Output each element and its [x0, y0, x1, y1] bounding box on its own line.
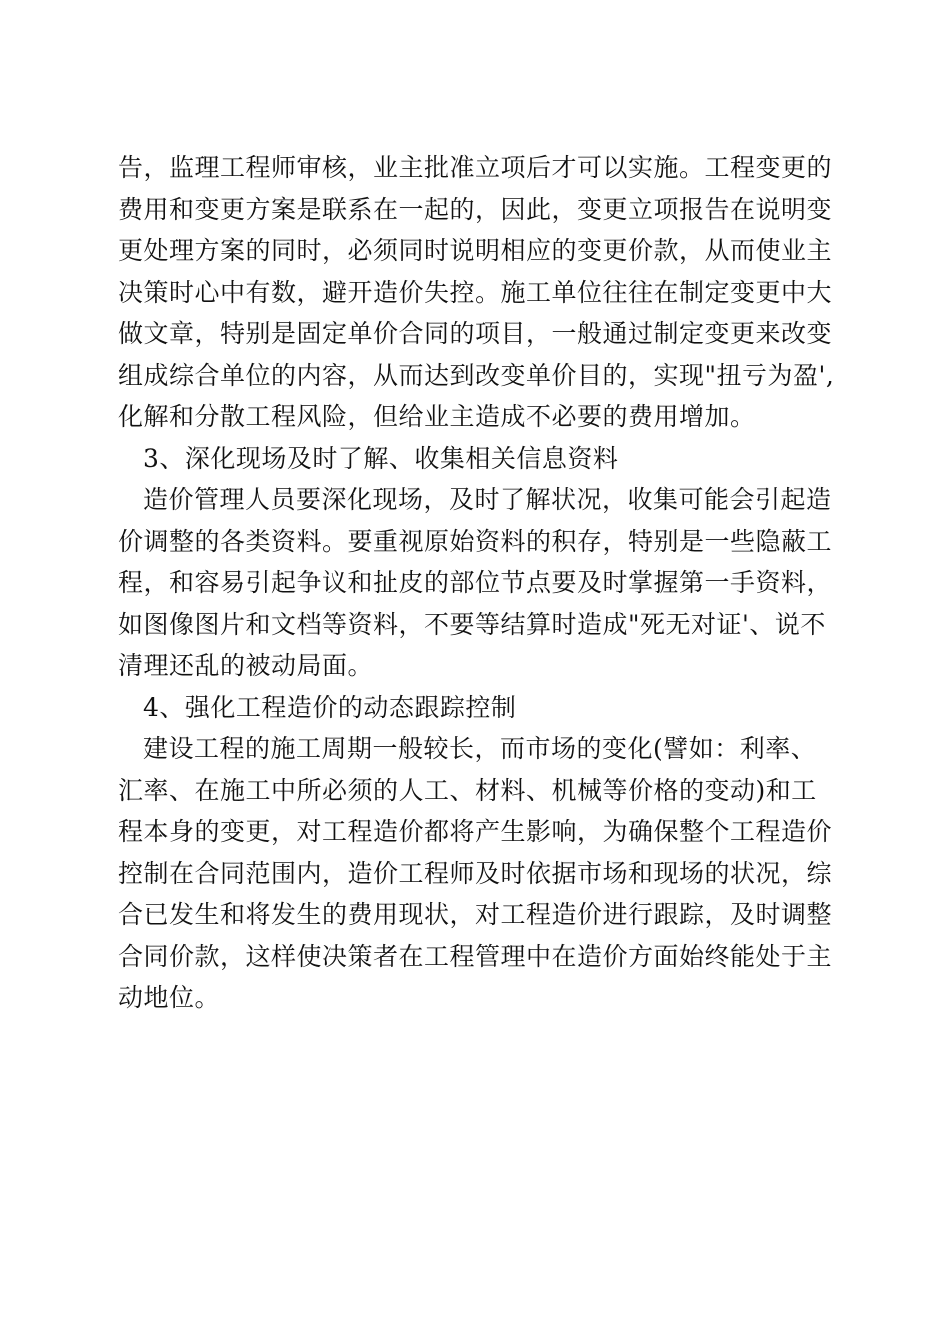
text-line: 做文章，特别是固定单价合同的项目，一般通过制定变更来改变 — [118, 319, 833, 348]
paragraph-dynamic-tracking — [118, 728, 838, 1019]
text-line: 合同价款，这样使决策者在工程管理中在造价方面始终能处于主 — [118, 941, 833, 971]
paragraph-change-approval — [118, 147, 838, 438]
text-line: 化解和分散工程风险，但给业主造成不必要的费用增加。 — [118, 402, 756, 431]
text-line: 决策时心中有数，避开造价失控。施工单位往往在制定变更中大 — [118, 277, 833, 307]
text-line: 清理还乱的被动局面。 — [118, 651, 374, 680]
text-line: 程，和容易引起争议和扯皮的部位节点要及时掌握第一手资料， — [118, 568, 833, 597]
text-line: 造价管理人员要深化现场，及时了解状况，收集可能会引起造 — [143, 485, 832, 514]
text-line: 费用和变更方案是联系在一起的，因此，变更立项报告在说明变 — [118, 194, 833, 224]
paragraph-site-information — [118, 479, 838, 687]
section-heading-3: 3、深化现场及时了解、收集相关信息资料 — [143, 443, 619, 473]
text-line: 汇率、在施工中所必须的人工、材料、机械等价格的变动)和工 — [118, 775, 817, 805]
text-line: 如图像图片和文档等资料，不要等结算时造成"死无对证'、说不 — [118, 609, 826, 639]
text-line: 告，监理工程师审核，业主批准立项后才可以实施。工程变更的 — [118, 153, 833, 182]
section-heading-4: 4、强化工程造价的动态跟踪控制 — [143, 692, 517, 722]
text-line: 组成综合单位的内容，从而达到改变单价目的，实现"扭亏为盈', — [118, 360, 835, 390]
text-line: 价调整的各类资料。要重视原始资料的积存，特别是一些隐蔽工 — [118, 526, 833, 556]
text-line: 更处理方案的同时，必须同时说明相应的变更价款，从而使业主 — [118, 236, 833, 265]
text-line: 合已发生和将发生的费用现状，对工程造价进行跟踪，及时调整 — [118, 900, 833, 929]
document-body — [118, 147, 838, 1019]
text-line: 控制在合同范围内，造价工程师及时依据市场和现场的状况，综 — [118, 858, 833, 888]
text-line: 动地位。 — [118, 983, 221, 1012]
text-line: 建设工程的施工周期一般较长，而市场的变化(譬如：利率、 — [143, 734, 817, 763]
text-line: 程本身的变更，对工程造价都将产生影响，为确保整个工程造价 — [118, 817, 833, 846]
